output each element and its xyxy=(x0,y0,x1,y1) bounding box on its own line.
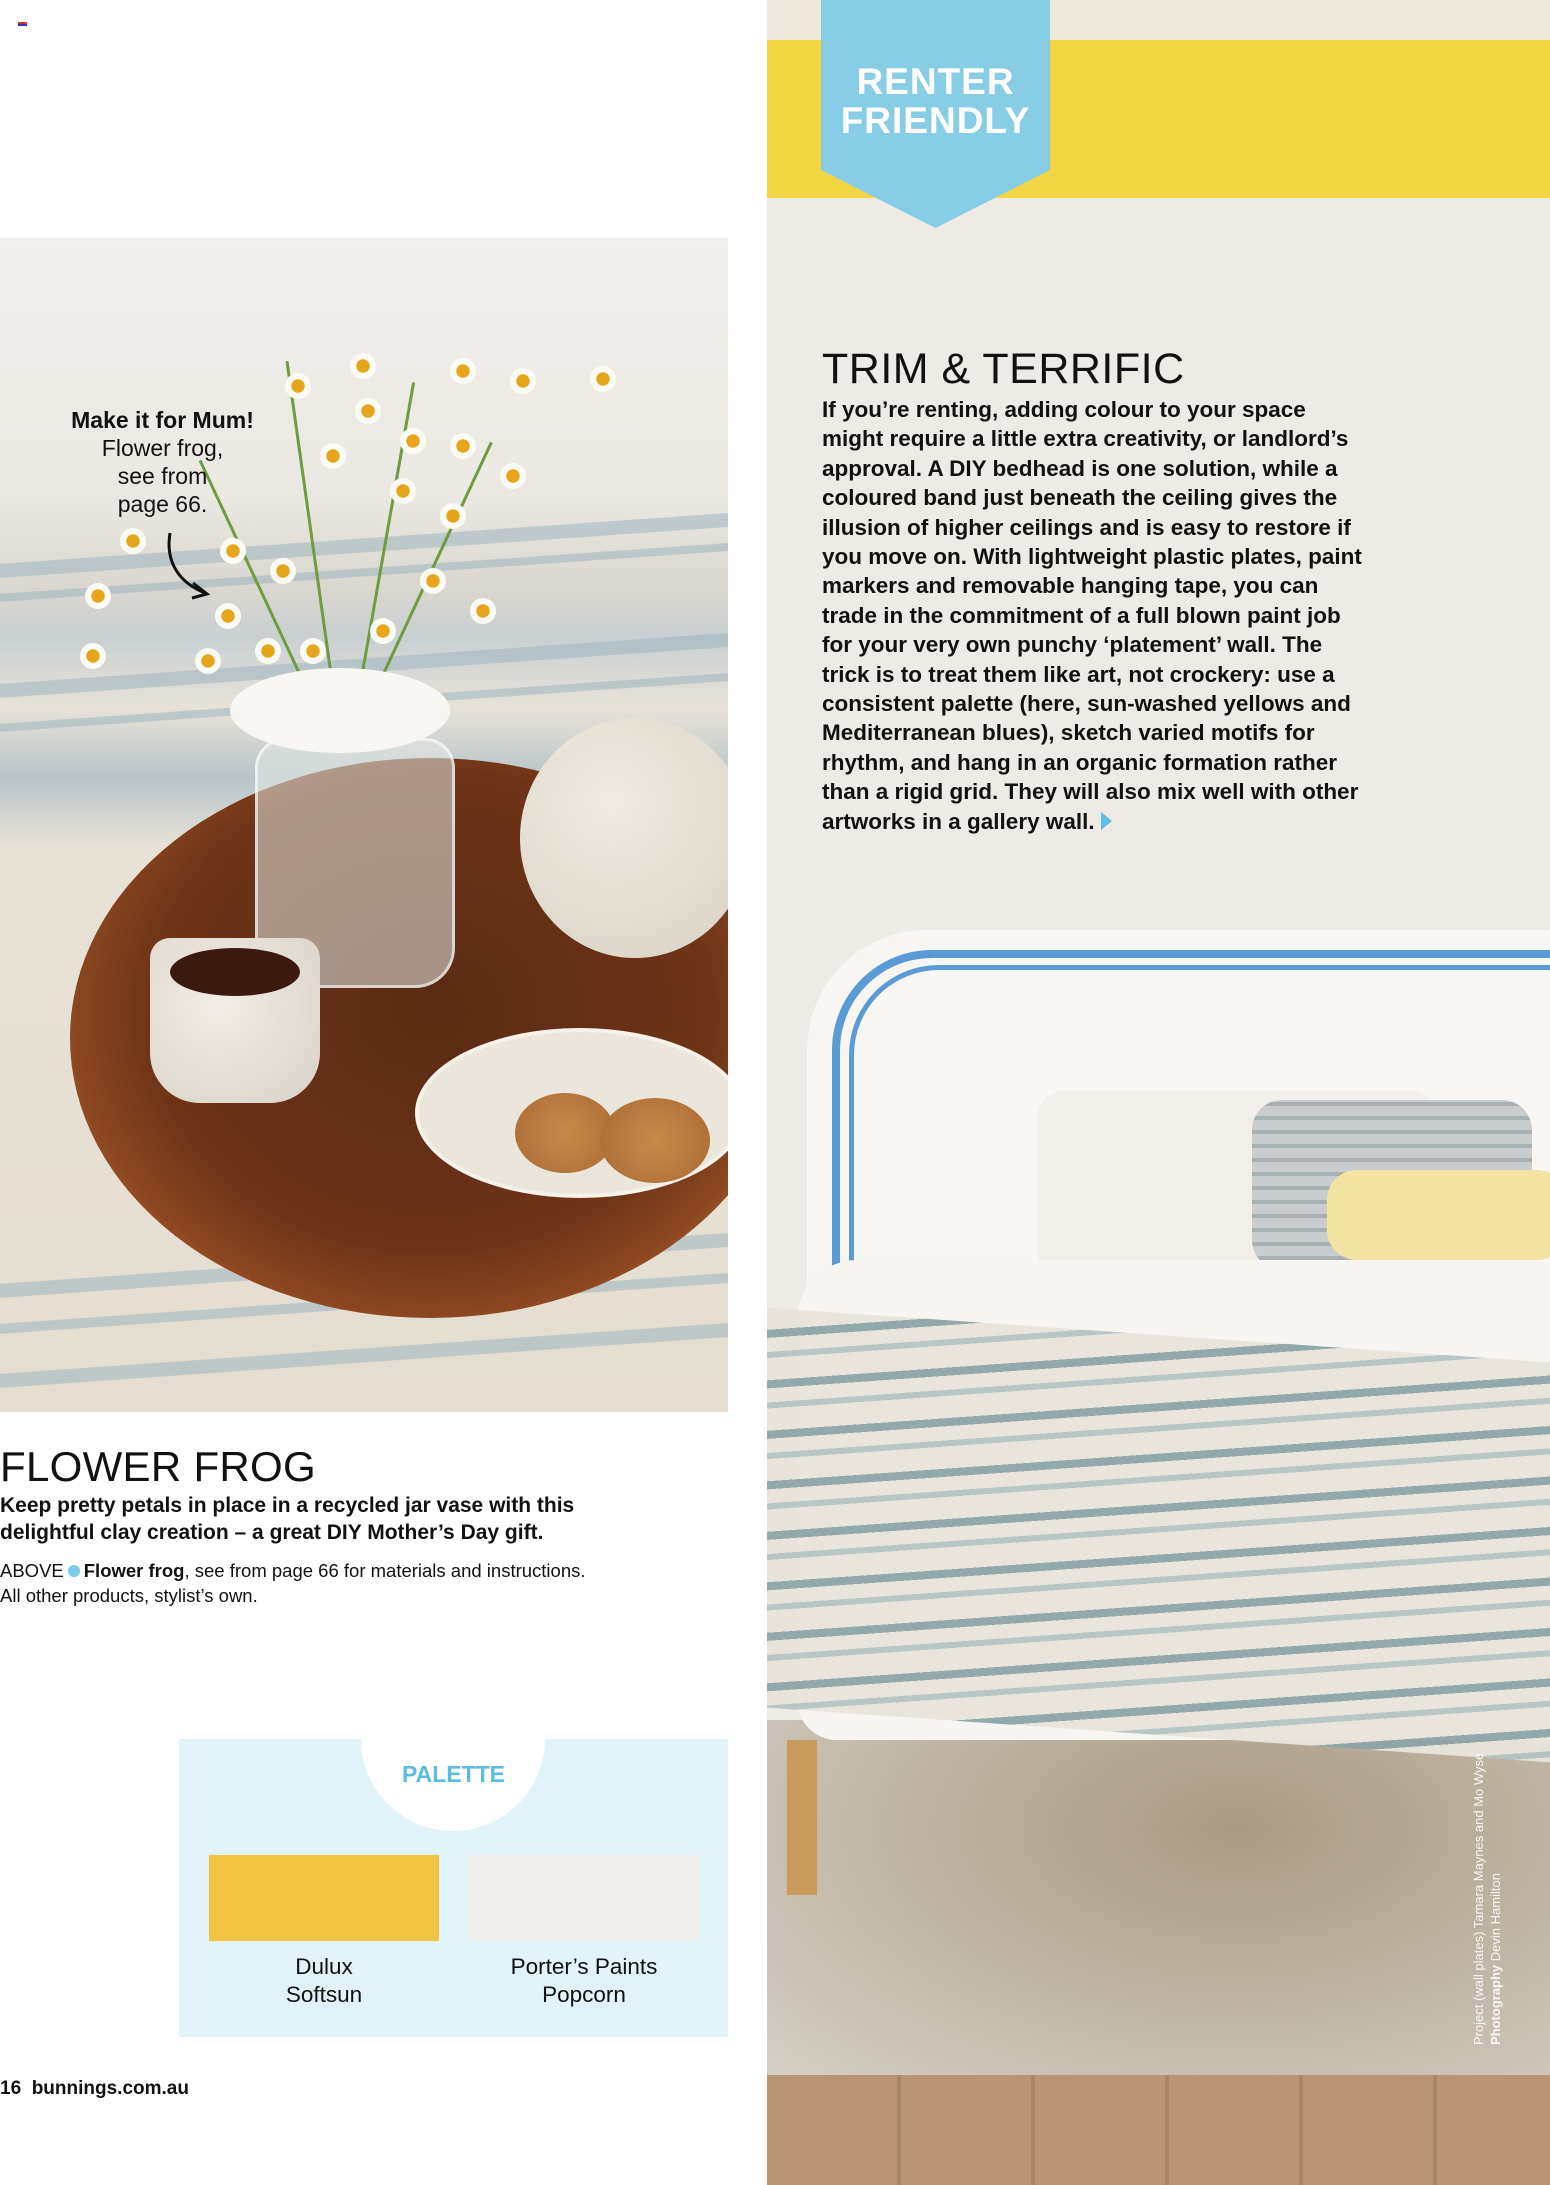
section-body: Keep pretty petals in place in a recycled jar vase with this delightful clay creation – a great DIY Mother’s Day gift. xyxy=(0,1494,575,1544)
badge-label xyxy=(821,62,1050,140)
page-number: 16 xyxy=(0,2078,22,2099)
caption-text: All other products, stylist’s own. xyxy=(0,1585,258,1606)
swatch-dulux-softsun xyxy=(209,1855,439,1941)
palette-title: PALETTE xyxy=(401,1761,506,1787)
swatch-color-name: Popcorn xyxy=(542,1982,626,2007)
bullet-dot-icon xyxy=(68,1565,80,1577)
section-title: FLOWER FROG xyxy=(0,1443,316,1490)
corner-mark xyxy=(18,22,27,26)
photo-caption xyxy=(0,1558,700,1608)
swatch-color-name: Softsun xyxy=(285,1982,363,2007)
swatch-brand: Dulux xyxy=(295,1954,353,1979)
badge-line: RENTER xyxy=(856,61,1015,102)
photo-note xyxy=(50,406,275,518)
credit-label: Photography xyxy=(1488,1964,1503,2045)
article-title: TRIM & TERRIFIC xyxy=(822,345,1185,393)
continue-arrow-icon xyxy=(1101,812,1112,830)
credit-photographer: Devin Hamilton xyxy=(1488,1873,1503,1962)
caption-text: , see from page 66 for materials and instructions. xyxy=(184,1560,586,1581)
photo-note-line: page 66. xyxy=(117,491,208,517)
credit-project: Project (wall plates) Tamara Maynes and Mo Wyse xyxy=(1471,1752,1486,2045)
swatch-brand: Porter’s Paints xyxy=(510,1954,658,1979)
website-link[interactable]: bunnings.com.au xyxy=(31,2078,189,2099)
photo-note-heading: Make it for Mum! xyxy=(71,407,254,433)
photo-credits xyxy=(1470,1753,1504,2045)
badge-line: FRIENDLY xyxy=(840,100,1031,141)
curved-arrow-icon xyxy=(160,528,220,603)
photo-note-line: see from xyxy=(117,463,208,489)
swatch-porters-popcorn xyxy=(469,1855,699,1941)
article-body-text: If you’re renting, adding colour to your space might require a little extra creativity, or landlord’s approval. A DIY bedhead is one solution, while a coloured band just beneath the ceiling gives the illusion of higher ceilings and is easy to restore if you move on. With lightweight plastic plates, paint markers and removable hanging tape, you can trade in the commitment of a full blown paint job for your very own punchy ‘platement’ wall. The trick is to treat them like art, not crockery: use a consistent palette (here, sun-washed yellows and Mediterranean blues), sketch varied motifs for rhythm, and hang in an organic formation rather than a rigid grid. They will also mix well with other artworks in a gallery wall. xyxy=(822,397,1362,834)
photo-note-line: Flower frog, xyxy=(101,435,224,461)
palette-box xyxy=(179,1739,728,2037)
page-footer xyxy=(0,2078,189,2100)
bedroom-photo xyxy=(767,0,1550,2185)
swatch-label xyxy=(194,1953,454,2009)
caption-prefix: ABOVE xyxy=(0,1560,64,1581)
swatch-label xyxy=(454,1953,714,2009)
caption-bold: Flower frog xyxy=(83,1560,185,1581)
article-body xyxy=(822,395,1362,836)
